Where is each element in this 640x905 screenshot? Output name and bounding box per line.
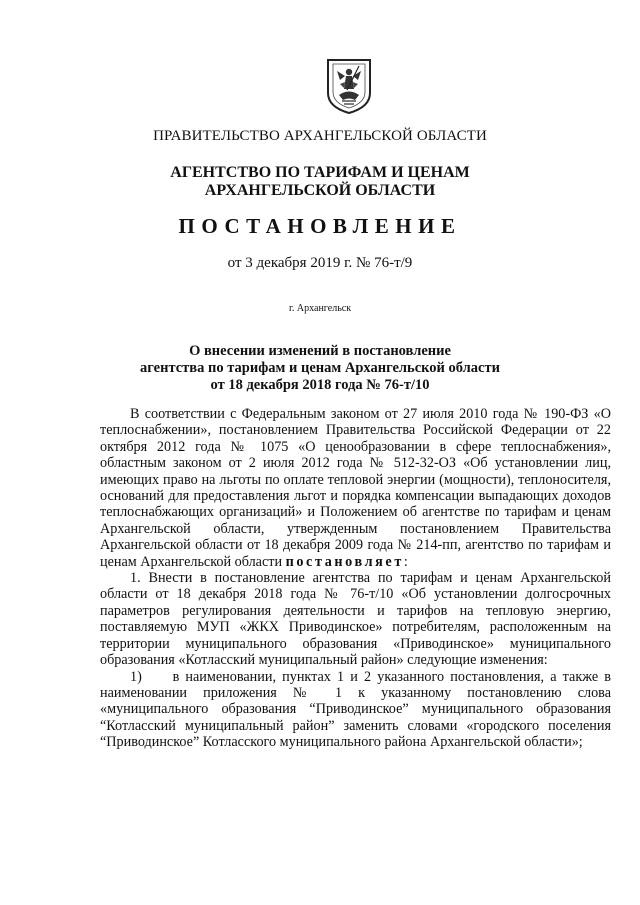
subject-line: от 18 декабря 2018 года № 76-т/10 — [210, 377, 430, 393]
preamble-text: В соответствии с Федеральным законом от 27 июля 2010 года № 190-ФЗ «О теплоснабжении», постановлением Правительства Российской Федерации от 22 октября 2012 года № 1075 «О ценообразовании в сфере теплоснабжения», областным законом от 2 июля 2012 года № 512-32-ОЗ «Об установлении лиц, имеющих право на льготы по оплате тепловой энергии (мощности), теплоносителя, оснований для предоставления льгот и порядка компенсации выпадающих доходов теплоснабжающих организаций» и Положением об агентстве по тарифам и ценам Архангельской области, утвержденным постановлением Правительства Архангельской области от 18 декабря 2009 года № 214-пп, агентство по тарифам и ценам Архангельской области — [100, 406, 611, 570]
document-date-number: от 3 декабря 2019 г. № 76-т/9 — [227, 255, 413, 271]
agency-name-line: АРХАНГЕЛЬСКОЙ ОБЛАСТИ — [204, 182, 436, 199]
agency-name — [0, 164, 640, 200]
document-type-title: ПОСТАНОВЛЕНИЕ — [178, 214, 462, 238]
preamble-paragraph — [100, 406, 611, 570]
subitem-paragraph: 1) в наименовании, пунктах 1 и 2 указанного постановления, а также в наименовании приложения № 1 к указанному постановлению слова «муниципального образования “Приводинское” муниципального образования “Котласский муниципальный район” заменить словами «городского поселения “Приводинское” Котласского муниципального района Архангельской области»; — [100, 668, 611, 751]
item-paragraph: 1. Внести в постановление агентства по тарифам и ценам Архангельской области от 18 декабря 2018 года № 76-т/10 «Об установлении долгосрочных параметров регулирования деятельности и тарифов на тепловую энергию, поставляемую МУП «ЖКХ Приводинское» потребителям, расположенным на территории муниципального образования «Приводинское» муниципального образования «Котласский муниципальный район» следующие изменения: — [100, 570, 611, 669]
subject-line: О внесении изменений в постановление — [189, 343, 451, 359]
document-city: г. Архангельск — [288, 303, 352, 314]
document-subject — [0, 343, 640, 394]
resolves-colon: : — [403, 553, 408, 570]
agency-name-line: АГЕНТСТВО ПО ТАРИФАМ И ЦЕНАМ — [170, 164, 470, 181]
arkhangelsk-coat-of-arms-icon — [325, 57, 373, 115]
subject-line: агентства по тарифам и ценам Архангельской области — [140, 360, 500, 376]
government-name: ПРАВИТЕЛЬСТВО АРХАНГЕЛЬСКОЙ ОБЛАСТИ — [153, 128, 487, 144]
resolves-word: постановляет — [285, 553, 404, 570]
document-body — [100, 406, 611, 751]
